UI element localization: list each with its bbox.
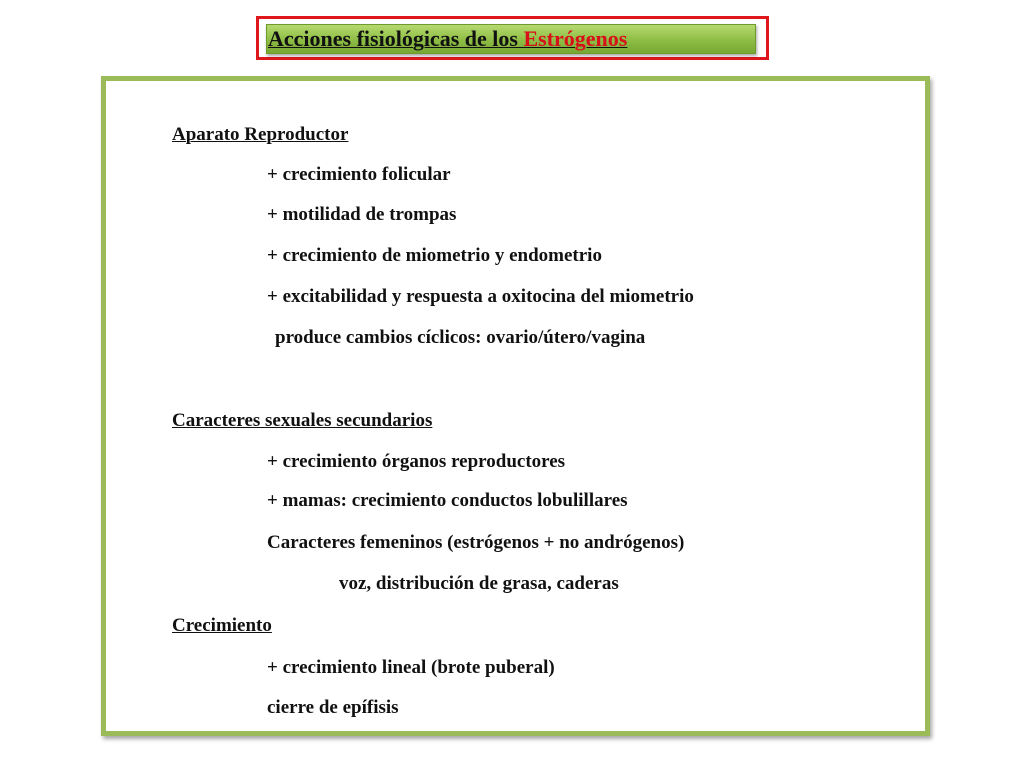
content-frame bbox=[101, 76, 930, 736]
slide-title bbox=[268, 24, 627, 54]
title-accent: Estrógenos bbox=[523, 26, 628, 51]
list-item: + crecimiento lineal (brote puberal) bbox=[267, 657, 555, 678]
section-heading-reproductor: Aparato Reproductor bbox=[172, 124, 349, 145]
list-item: cierre de epífisis bbox=[267, 697, 399, 718]
title-prefix: Acciones fisiológicas de los bbox=[268, 26, 524, 51]
list-item: + motilidad de trompas bbox=[267, 204, 457, 225]
section-heading-crecimiento: Crecimiento bbox=[172, 615, 272, 636]
list-item: + mamas: crecimiento conductos lobulillares bbox=[267, 490, 628, 511]
list-item: voz, distribución de grasa, caderas bbox=[339, 573, 619, 594]
section-heading-caracteres: Caracteres sexuales secundarios bbox=[172, 410, 433, 431]
list-item: produce cambios cíclicos: ovario/útero/vagina bbox=[275, 327, 646, 348]
list-item: + excitabilidad y respuesta a oxitocina del miometrio bbox=[267, 286, 694, 307]
list-item: + crecimiento folicular bbox=[267, 164, 451, 185]
list-item: Caracteres femeninos (estrógenos + no andrógenos) bbox=[267, 532, 685, 553]
list-item: + crecimiento de miometrio y endometrio bbox=[267, 245, 602, 266]
list-item: + crecimiento órganos reproductores bbox=[267, 451, 566, 472]
